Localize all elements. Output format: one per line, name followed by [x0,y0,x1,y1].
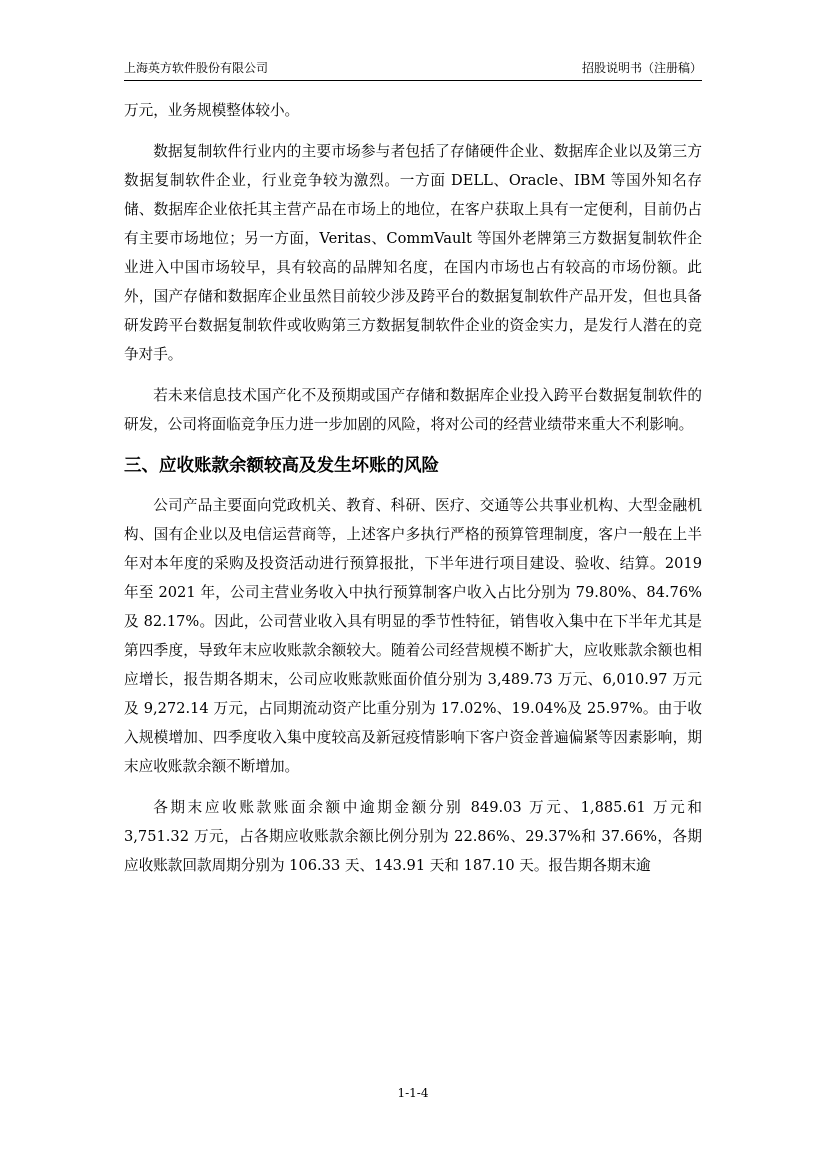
section-heading: 三、应收账款余额较高及发生坏账的风险 [124,456,439,476]
page-header [124,56,702,81]
page-number: 1-1-4 [397,1086,429,1100]
document-body [124,96,702,892]
document-title: 招股说明书（注册稿） [581,61,702,75]
paragraph-competition-risk: 若未来信息技术国产化不及预期或国产存储和数据库企业投入跨平台数据复制软件的研发，公司将面临竞争压力进一步加剧的风险，将对公司的经营业绩带来重大不利影响。 [124,387,702,433]
paragraph-continuation: 万元，业务规模整体较小。 [124,102,300,119]
paragraph-receivables: 公司产品主要面向党政机关、教育、科研、医疗、交通等公共事业机构、大型金融机构、国有企业以及电信运营商等，上述客户多执行严格的预算管理制度，客户一般在上半年对本年度的采购及投资活动进行预算报批，下半年进行项目建设、验收、结算。2019 年至 2021 年，公司主营业务收入中执行预算制客户收入占比分别为 79.80%、84.76%及 82.17%。因此，公司营业收入具有明显的季节性特征，销售收入集中在下半年尤其是第四季度，导致年末应收账款余额较大。随着公司经营规模不断扩大，应收账款余额也相应增长，报告期各期末，公司应收账款账面价值分别为 3,489.73 万元、6,010.97 万元及 9,272.14 万元，占同期流动资产比重分别为 17.02%、19.04%及 25.97%。由于收入规模增加、四季度收入集中度较高及新冠疫情影响下客户资金普遍偏紧等因素影响，期末应收账款余额不断增加。 [124,497,702,775]
paragraph-market-competition: 数据复制软件行业内的主要市场参与者包括了存储硬件企业、数据库企业以及第三方数据复制软件企业，行业竞争较为激烈。一方面 DELL、Oracle、IBM 等国外知名存储、数据库企业依托其主营产品在市场上的地位，在客户获取上具有一定便利，目前仍占有主要市场地位；另一方面，Veritas、CommVault 等国外老牌第三方数据复制软件企业进入中国市场较早，具有较高的品牌知名度，在国内市场也占有较高的市场份额。此外，国产存储和数据库企业虽然目前较少涉及跨平台的数据复制软件产品开发，但也具备研发跨平台数据复制软件或收购第三方数据复制软件企业的资金实力，是发行人潜在的竞争对手。 [124,143,702,363]
paragraph-overdue-receivables: 各期末应收账款账面余额中逾期金额分别 849.03 万元、1,885.61 万元和 3,751.32 万元，占各期应收账款余额比例分别为 22.86%、29.37%和 37.66%，各期应收账款回款周期分别为 106.33 天、143.91 天和 187.10 天。报告期各期末逾 [124,799,702,874]
company-name: 上海英方软件股份有限公司 [124,61,269,75]
